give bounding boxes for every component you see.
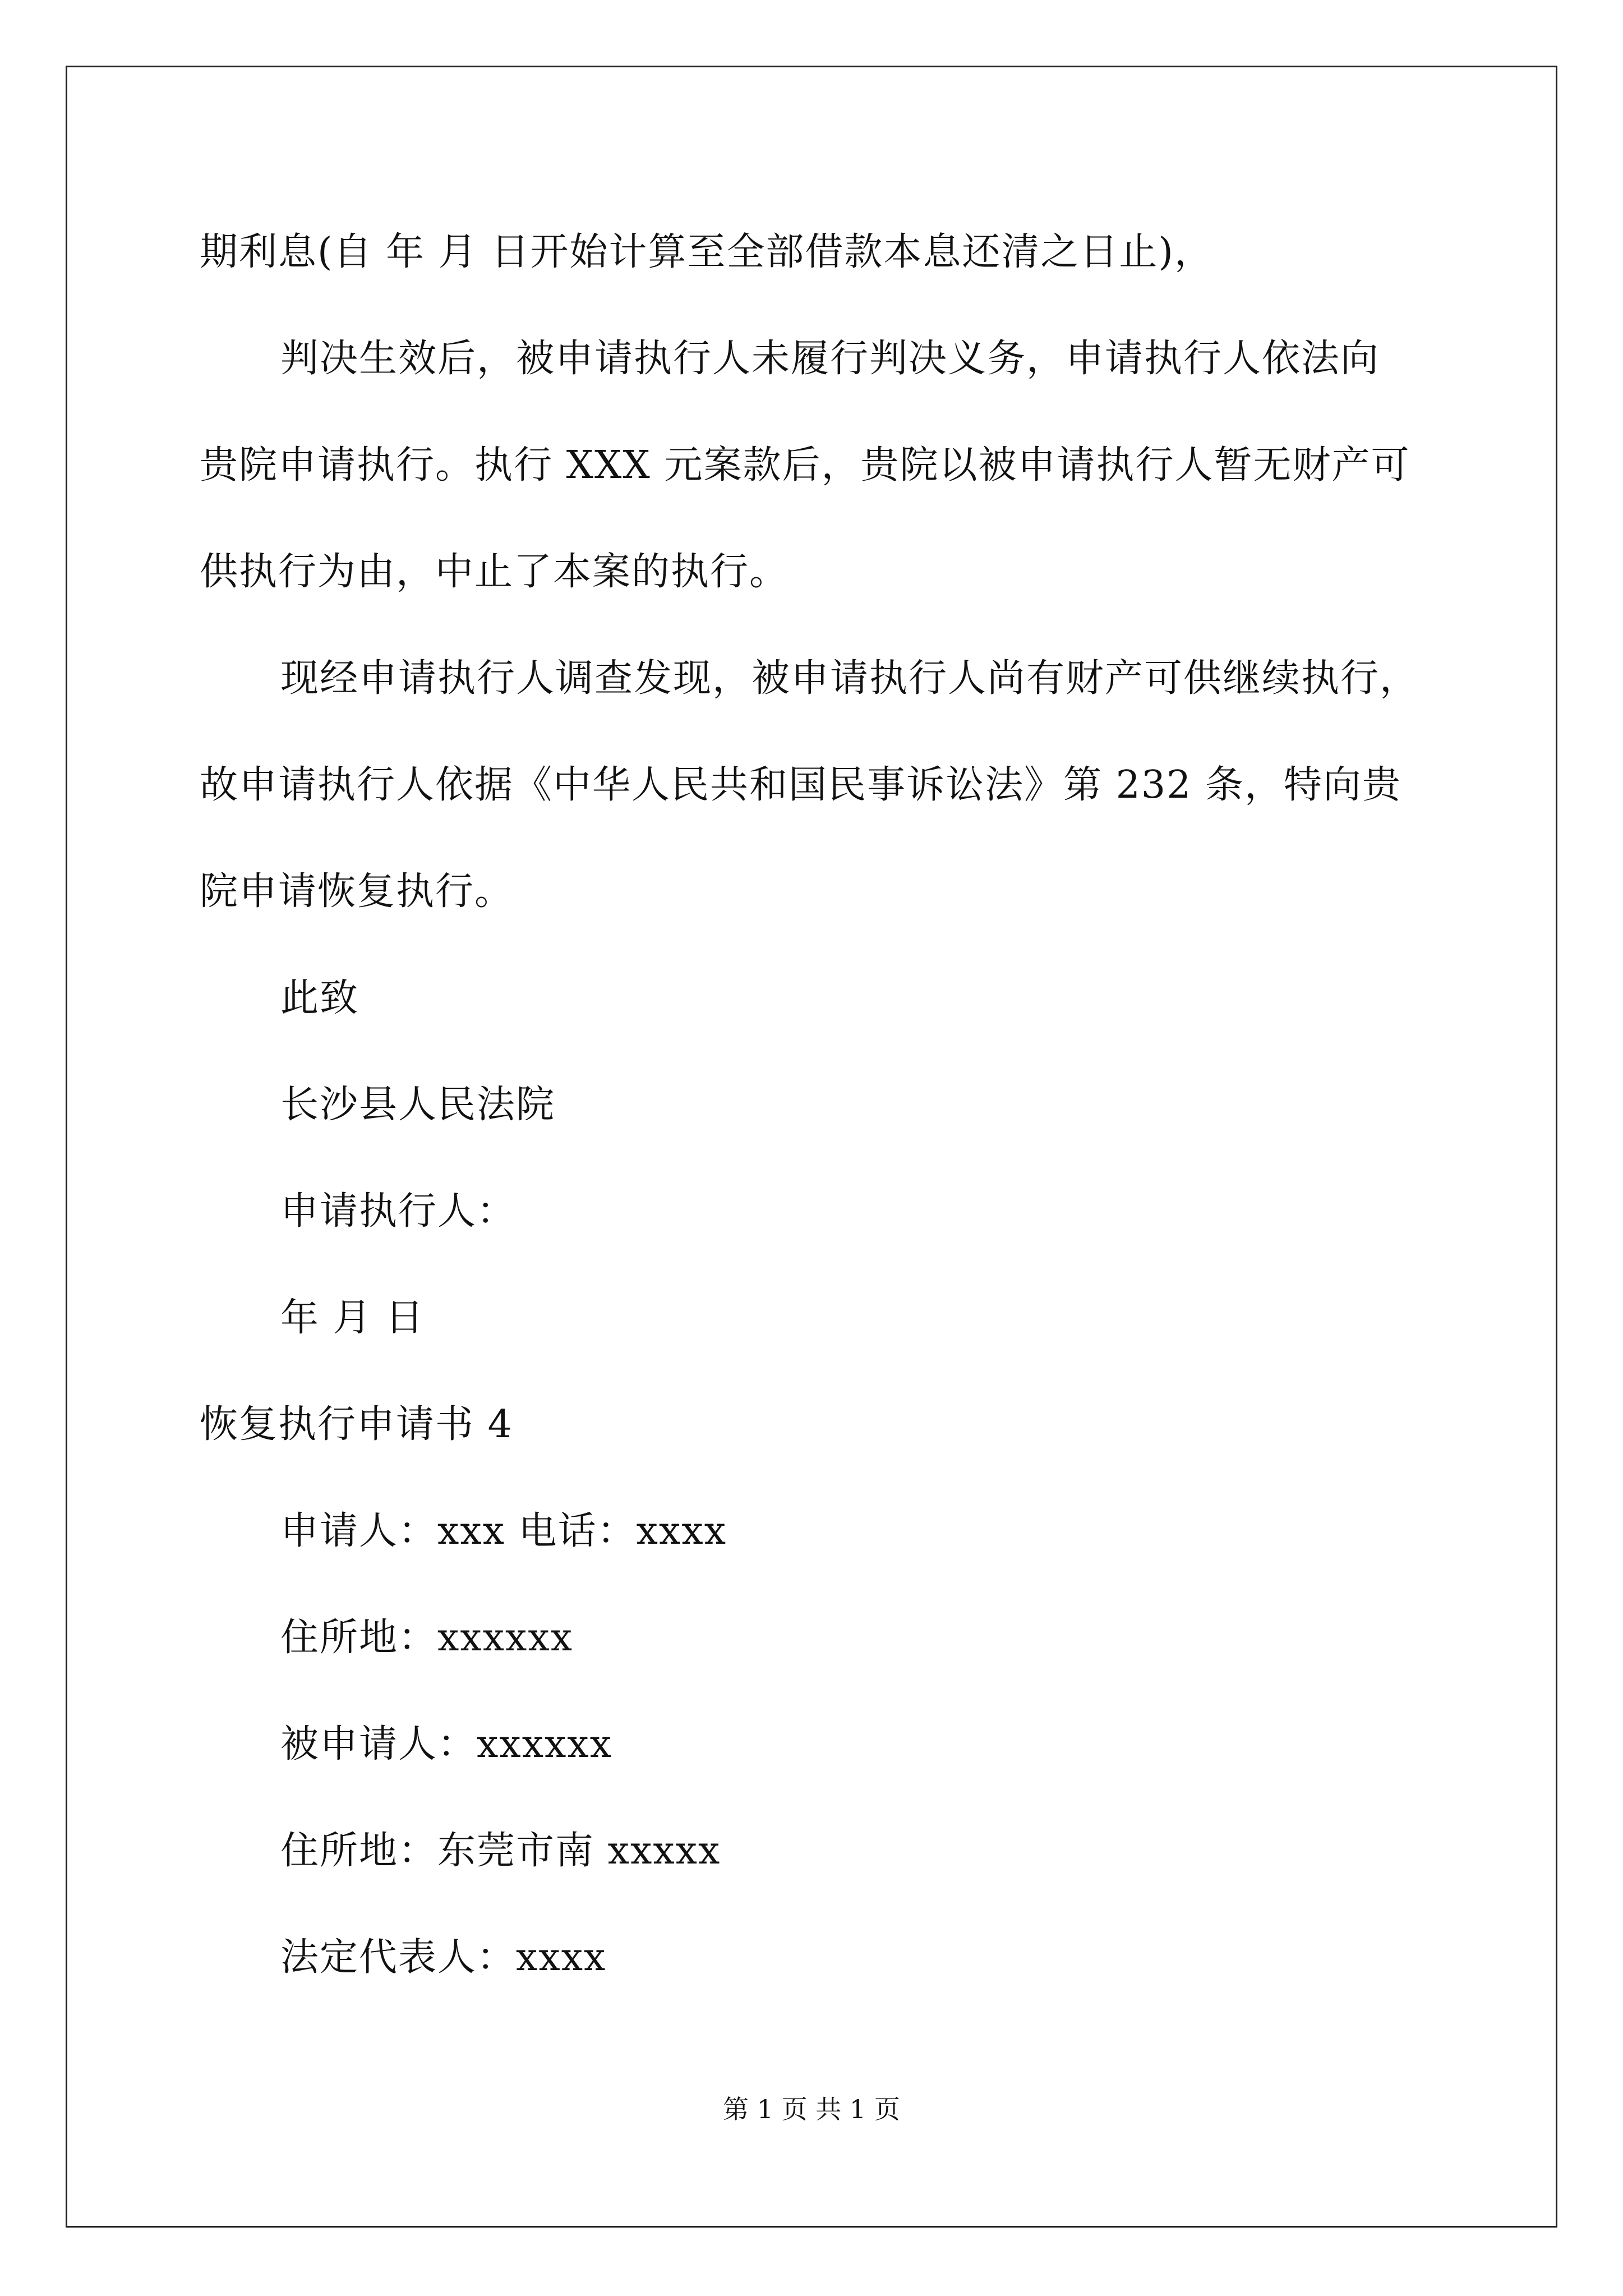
page-number-footer: 第 1 页 共 1 页 <box>723 2094 900 2124</box>
judgment-effective-line-3: 供执行为由，中止了本案的执行。 <box>200 550 789 594</box>
section-title: 恢复执行申请书 4 <box>200 1402 513 1447</box>
investigation-line-2: 故申请执行人依据《中华人民共和国民事诉讼法》第 232 条，特向贵 <box>200 763 1402 807</box>
judgment-effective-paragraph: 判决生效后，被申请执行人未履行判决义务，申请执行人依法向 <box>280 337 1380 381</box>
judgment-effective-line-2: 贵院申请执行。执行 XXX 元案款后，贵院以被申请执行人暂无财产可 <box>200 443 1410 487</box>
date-line: 年 月 日 <box>280 1296 425 1340</box>
respondent-info: 被申请人：xxxxxx <box>280 1722 613 1766</box>
respondent-address: 住所地：东莞市南 xxxxx <box>280 1829 721 1873</box>
interest-period-line: 期利息(自 年 月 日开始计算至全部借款本息还清之日止)， <box>200 230 1214 274</box>
investigation-line-3: 院申请恢复执行。 <box>200 869 514 914</box>
applicant-address: 住所地：xxxxxx <box>280 1616 574 1660</box>
salutation: 此致 <box>280 976 359 1020</box>
applicant-info: 申请人：xxx 电话：xxxx <box>280 1509 727 1553</box>
page-border <box>66 66 1557 2228</box>
applicant-signature-label: 申请执行人： <box>280 1189 517 1234</box>
court-name: 长沙县人民法院 <box>280 1083 556 1127</box>
legal-representative: 法定代表人：xxxx <box>280 1935 607 1980</box>
investigation-paragraph: 现经申请执行人调查发现，被申请执行人尚有财产可供继续执行， <box>280 656 1419 701</box>
